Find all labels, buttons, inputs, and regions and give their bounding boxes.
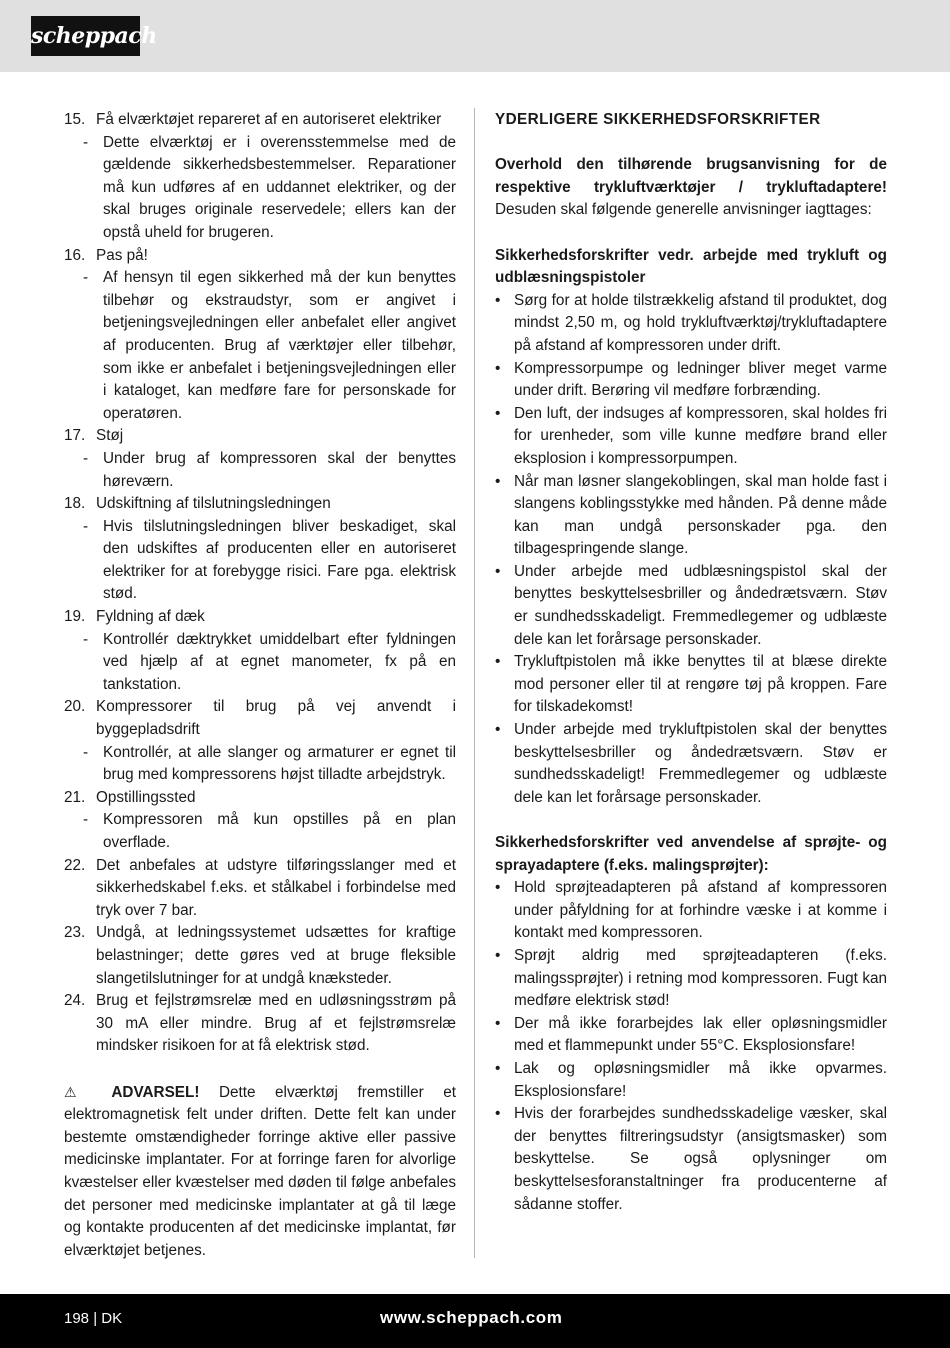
sub-item-text: Hvis tilslutningsledningen bliver beskadiget, skal den udskiftes af producenten eller en autoriseret elektriker for at forebygge risici. Fare pga. elektrisk stød. xyxy=(103,517,456,603)
list-item xyxy=(64,606,456,629)
bullet-text: Den luft, der indsuges af kompressoren, skal holdes fri for urenheder, som ville kunne medføre brand eller eksplosion i kompressorpumpen. xyxy=(514,404,887,467)
bullet-item xyxy=(495,877,887,945)
page-number-label: 198 | DK xyxy=(64,1310,123,1327)
bullet-item xyxy=(495,651,887,719)
subsection-heading: Sikkerhedsforskrifter vedr. arbejde med trykluft og udblæsningspistoler xyxy=(495,246,887,287)
section-heading: YDERLIGERE SIKKERHEDSFORSKRIFTER xyxy=(495,111,821,128)
bullet-text: Lak og opløsningsmidler må ikke opvarmes. Eksplosionsfare! xyxy=(514,1059,887,1100)
item-number: 20. xyxy=(64,698,86,716)
item-title: Fyldning af dæk xyxy=(96,608,205,626)
left-column xyxy=(64,109,456,1262)
item-number: 22. xyxy=(64,856,86,874)
footer-bar xyxy=(0,1294,950,1348)
warning-label: ADVARSEL! xyxy=(111,1083,200,1101)
bullet-marker: • xyxy=(495,721,501,739)
bullet-text: Sørg for at holde tilstrækkelig afstand til produktet, dog mindst 2,50 m, og hold trykluftværktøj/trykluftadaptere på afstand af kompressoren under drift. xyxy=(514,291,887,354)
bullet-text: Kompressorpumpe og ledninger bliver meget varme under drift. Berøring vil medføre forbrænding. xyxy=(514,359,887,400)
bullet-marker: • xyxy=(495,1105,501,1123)
sub-item xyxy=(64,516,456,606)
sub-item xyxy=(64,132,456,245)
bullet-marker: • xyxy=(495,562,501,580)
sub-item xyxy=(64,742,456,787)
bullet-text: Sprøjt aldrig med sprøjteadapteren (f.eks. malingssprøjter) i retning mod kompressoren. Fugt kan medføre elektrisk stød! xyxy=(514,946,887,1010)
item-number: 19. xyxy=(64,608,86,626)
sub-item-text: Af hensyn til egen sikkerhed må der kun benyttes tilbehør og ekstraudstyr, som er angivet i betjeningsvejledningen eller anbefalet eller angivet af producenten. Brug af værktøjer eller tilbehør, som ikke er anbefalet i betjeningsvejledningen eller i kataloget, kan medføre fare for personskade for operatøren. xyxy=(103,269,456,422)
bullet-item xyxy=(495,471,887,561)
bullet-item xyxy=(495,358,887,403)
item-number: 17. xyxy=(64,427,86,445)
column-divider xyxy=(474,108,475,1258)
warning-triangle-icon: ⚠ xyxy=(64,1083,92,1100)
spacer xyxy=(495,222,887,245)
list-item xyxy=(64,787,456,810)
bullet-marker: • xyxy=(495,946,501,964)
bullet-marker: • xyxy=(495,879,501,897)
list-item xyxy=(64,425,456,448)
header-bar xyxy=(0,0,950,72)
item-number: 18. xyxy=(64,495,86,513)
bullet-marker: • xyxy=(495,653,501,671)
dash-marker: - xyxy=(83,449,89,467)
sub-item xyxy=(64,629,456,697)
bullet-item xyxy=(495,719,887,809)
bullet-marker: • xyxy=(495,472,501,490)
brand-logo: scheppach xyxy=(31,16,140,56)
sub-item-text: Dette elværktøj er i overensstemmelse med de gældende sikkerhedsbestemmelser. Reparationer må kun udføres af en uddannet elektriker, og der skal bruges originale reservedele; ellers kan der opstå uheld for brugeren. xyxy=(103,133,456,241)
list-item xyxy=(64,855,456,923)
item-number: 16. xyxy=(64,246,86,264)
item-title: Støj xyxy=(96,427,124,445)
sub-item-text: Under brug af kompressoren skal der benyttes høreværn. xyxy=(103,449,456,490)
list-item xyxy=(64,922,456,990)
bullet-text: Trykluftpistolen må ikke benyttes til at blæse direkte mod personer eller til at rengøre tøj på kroppen. Fare for tilskadekomst! xyxy=(514,653,887,716)
sub-item xyxy=(64,267,456,425)
bullet-marker: • xyxy=(495,1059,501,1077)
right-column xyxy=(495,109,887,1216)
intro-text: Desuden skal følgende generelle anvisninger iagttages: xyxy=(495,201,872,219)
bullet-text: Der må ikke forarbejdes lak eller opløsningsmidler med et flammepunkt under 55°C. Eksplosionsfare! xyxy=(514,1014,887,1055)
item-number: 21. xyxy=(64,788,86,806)
item-title: Kompressorer til brug på vej anvendt i byggepladsdrift xyxy=(96,698,456,739)
warning-text: Dette elværktøj fremstiller et elektromagnetisk felt under driften. Dette felt kan under bestemte omstændigheder forringe aktive eller passive medicinske implantater. For at forringe faren for alvorlige kvæstelser eller kvæstelser med døden til følge anbefales det personer med medicinske implantater at gå til læge og kontakte producenten af det medicinske implantat, før elværktøjet betjenes. xyxy=(64,1083,457,1259)
spacer xyxy=(495,809,887,832)
bullet-item xyxy=(495,403,887,471)
bullet-marker: • xyxy=(495,359,501,377)
dash-marker: - xyxy=(83,133,89,151)
list-item xyxy=(64,245,456,268)
bullet-marker: • xyxy=(495,1014,501,1032)
item-title: Få elværktøjet repareret af en autoriseret elektriker xyxy=(96,111,442,128)
intro-bold-text: Overhold den tilhørende brugsanvisning for de respektive trykluftværktøjer / trykluftadaptere! xyxy=(495,156,887,196)
dash-marker: - xyxy=(83,811,89,829)
sub-item xyxy=(64,448,456,493)
bullet-item xyxy=(495,561,887,651)
sub-item xyxy=(64,809,456,854)
dash-marker: - xyxy=(83,743,89,761)
item-number: 24. xyxy=(64,992,86,1010)
item-title: Pas på! xyxy=(96,246,148,264)
bullet-marker: • xyxy=(495,291,501,309)
bullet-marker: • xyxy=(495,404,501,422)
item-title: Undgå, at ledningssystemet udsættes for kraftige belastninger; dette gøres ved at bruge fleksible slangetilslutninger for at undgå knæksteder. xyxy=(96,924,456,987)
spacer xyxy=(495,132,887,155)
bullet-item xyxy=(495,945,887,1013)
item-number: 23. xyxy=(64,924,86,942)
item-title: Brug et fejlstrømsrelæ med en udløsningsstrøm på 30 mA eller mindre. Brug af et fejlstrømsrelæ mindsker risikoen for at få elektrisk stød. xyxy=(96,992,456,1055)
bullet-text: Hvis der forarbejdes sundhedsskadelige væsker, skal der benyttes filtreringsudstyr (ansigtsmasker) som beskyttelse. Se også oplysninger om beskyttelsesforanstaltninger fra producenterne af sådanne stoffer. xyxy=(514,1105,887,1213)
bullet-text: Når man løsner slangekoblingen, skal man holde fast i slangens koblingsstykke med hånden. På denne måde kan man undgå personskader pga. den tilbagespringende slange. xyxy=(514,472,887,558)
sub-item-text: Kompressoren må kun opstilles på en plan overflade. xyxy=(103,811,456,851)
list-item xyxy=(64,493,456,516)
intro-paragraph xyxy=(495,154,887,222)
bullet-text: Under arbejde med trykluftpistolen skal der benyttes beskyttelsesbriller og åndedrætsværn. Støv er sundhedsskadeligt! Fremmedlegemer og udblæste dele kan let forårsage personskader. xyxy=(514,721,887,806)
dash-marker: - xyxy=(83,517,89,535)
item-number: 15. xyxy=(64,111,86,128)
sub-item-text: Kontrollér dæktrykket umiddelbart efter fyldningen ved hjælp af at egnet manometer, fx på en tankstation. xyxy=(103,630,456,693)
item-title: Det anbefales at udstyre tilføringsslanger med et sikkerhedskabel f.eks. et stålkabel i forbindelse med tryk over 7 bar. xyxy=(96,856,456,919)
bullet-item xyxy=(495,290,887,358)
website-link[interactable]: www.scheppach.com xyxy=(380,1308,563,1327)
item-title: Opstillingssted xyxy=(96,788,196,806)
bullet-text: Hold sprøjteadapteren på afstand af kompressoren under påfyldning for at forhindre væske i at komme i kontakt med kompressoren. xyxy=(514,879,887,942)
sub-item-text: Kontrollér, at alle slanger og armaturer er egnet til brug med kompressorens højst tilladte arbejdstryk. xyxy=(103,743,456,784)
bullet-text: Under arbejde med udblæsningspistol skal der benyttes beskyttelsesbriller og åndedrætsværn. Støv er sundhedsskadeligt. Fremmedlegemer og udblæste dele kan let forårsage personskader. xyxy=(514,562,887,648)
subsection-heading: Sikkerhedsforskrifter ved anvendelse af sprøjte- og sprayadaptere (f.eks. malingsprøjter): xyxy=(495,834,887,874)
item-title: Udskiftning af tilslutningsledningen xyxy=(96,495,331,513)
warning-notice xyxy=(64,1081,456,1263)
dash-marker: - xyxy=(83,269,89,287)
bullet-item xyxy=(495,1013,887,1058)
list-item xyxy=(64,990,456,1058)
list-item xyxy=(64,696,456,741)
bullet-item xyxy=(495,1058,887,1103)
list-item xyxy=(64,109,456,132)
bullet-item xyxy=(495,1103,887,1216)
dash-marker: - xyxy=(83,630,89,648)
